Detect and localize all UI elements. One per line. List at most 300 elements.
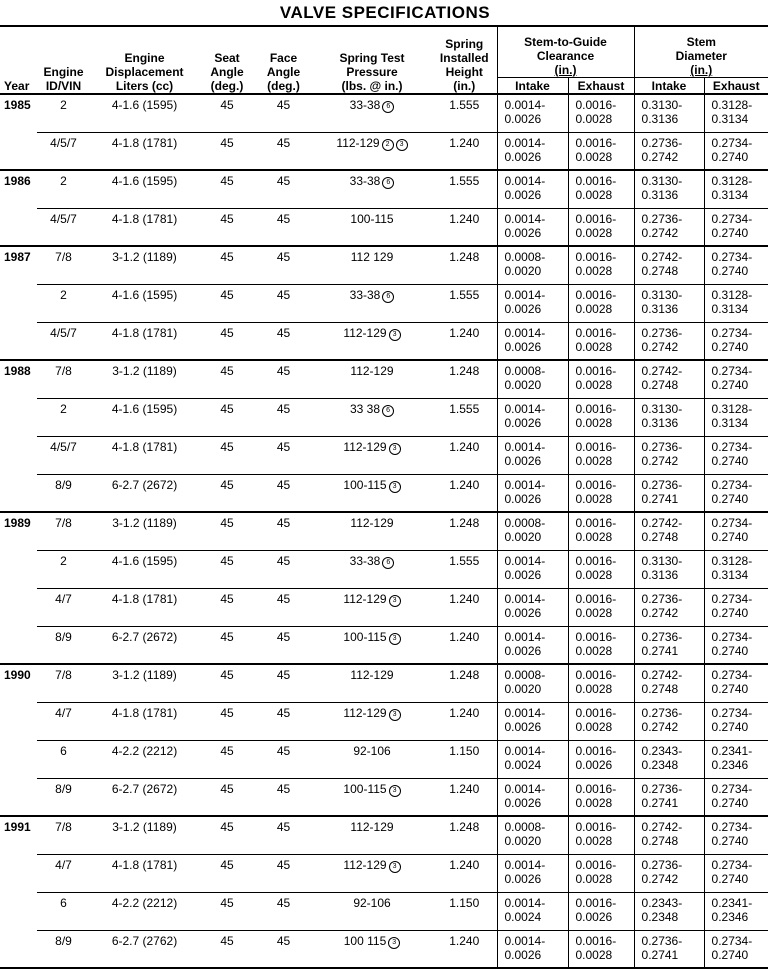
cell-seat-angle bbox=[199, 930, 255, 968]
cell-text-line1: 0.0016- bbox=[575, 668, 617, 682]
cell-diameter-intake bbox=[634, 626, 704, 664]
cell-clearance-exhaust bbox=[568, 436, 634, 474]
cell-seat-angle bbox=[199, 474, 255, 512]
footnote-marker: 6 bbox=[382, 405, 394, 417]
cell-seat-angle bbox=[199, 170, 255, 208]
cell-text: 4-1.6 (1595) bbox=[111, 287, 178, 302]
cell-engine-id bbox=[37, 626, 90, 664]
cell-year bbox=[0, 854, 37, 892]
cell-text: 33-38 bbox=[349, 287, 381, 302]
cell-spring-height bbox=[432, 930, 497, 968]
cell-engine-id bbox=[37, 740, 90, 778]
cell-text-line1: 0.0008- bbox=[504, 364, 546, 378]
cell-displacement bbox=[90, 664, 199, 702]
cell-spring-height bbox=[432, 132, 497, 170]
cell-text: 4/7 bbox=[55, 591, 72, 606]
cell-text-line1: 0.0014- bbox=[504, 401, 546, 416]
cell-text: 4-1.8 (1781) bbox=[111, 591, 178, 606]
cell-diameter-intake bbox=[634, 740, 704, 778]
cell-displacement bbox=[90, 512, 199, 550]
cell-text: 4-1.8 (1781) bbox=[111, 325, 178, 340]
header-clearance: Stem-to-Guide Clearance (in.) bbox=[497, 26, 634, 78]
cell-displacement bbox=[90, 778, 199, 816]
cell-text-line1: 0.0016- bbox=[575, 820, 617, 834]
cell-seat-angle bbox=[199, 816, 255, 854]
cell-diameter-exhaust bbox=[704, 208, 768, 246]
cell-clearance-intake bbox=[497, 94, 568, 132]
cell-text: 1989 bbox=[4, 516, 31, 530]
cell-text: 1.555 bbox=[449, 401, 480, 416]
cell-diameter-intake bbox=[634, 170, 704, 208]
table-row bbox=[0, 664, 768, 702]
cell-year bbox=[0, 322, 37, 360]
footnote-marker: 3 bbox=[389, 785, 401, 797]
cell-spring-height bbox=[432, 94, 497, 132]
cell-text: 45 bbox=[220, 668, 234, 682]
cell-text: 1.248 bbox=[449, 516, 480, 530]
cell-text: 2 bbox=[60, 98, 67, 112]
cell-text-line1: 0.3128- bbox=[711, 553, 753, 568]
cell-spring-test bbox=[312, 94, 432, 132]
cell-text-line1: 0.0016- bbox=[575, 325, 617, 340]
cell-text-line1: 0.2734- bbox=[711, 250, 753, 264]
cell-diameter-exhaust bbox=[704, 892, 768, 930]
cell-text-line1: 0.3130- bbox=[641, 553, 683, 568]
cell-text-line1: 0.0014- bbox=[504, 174, 546, 188]
header-seat-angle: Seat Angle (deg.) bbox=[199, 26, 255, 94]
cell-seat-angle bbox=[199, 208, 255, 246]
cell-text-line1: 0.0016- bbox=[575, 211, 617, 226]
cell-text-line1: 0.2742- bbox=[641, 516, 683, 530]
cell-text: 45 bbox=[220, 516, 234, 530]
cell-text-line1: 0.0016- bbox=[575, 781, 617, 796]
cell-text-line2: 0.0026 bbox=[504, 301, 542, 316]
cell-text-line1: 0.0016- bbox=[575, 591, 617, 606]
table-row bbox=[0, 208, 768, 246]
cell-displacement bbox=[90, 816, 199, 854]
cell-seat-angle bbox=[199, 740, 255, 778]
cell-text: 45 bbox=[276, 857, 291, 872]
cell-clearance-exhaust bbox=[568, 170, 634, 208]
cell-year bbox=[0, 512, 37, 550]
cell-face-angle bbox=[255, 778, 312, 816]
cell-text-line1: 0.2742- bbox=[641, 250, 683, 264]
cell-year bbox=[0, 816, 37, 854]
cell-text-line2: 0.2741 bbox=[641, 947, 679, 962]
cell-clearance-intake bbox=[497, 664, 568, 702]
cell-diameter-exhaust bbox=[704, 778, 768, 816]
cell-text-line2: 0.0026 bbox=[504, 795, 542, 810]
cell-text: 2 bbox=[60, 174, 67, 188]
cell-spring-height bbox=[432, 702, 497, 740]
cell-engine-id bbox=[37, 854, 90, 892]
cell-text: 8/9 bbox=[55, 477, 72, 492]
cell-diameter-exhaust bbox=[704, 360, 768, 398]
cell-text: 1986 bbox=[4, 174, 31, 188]
cell-text-line1: 0.2742- bbox=[641, 820, 683, 834]
cell-displacement bbox=[90, 322, 199, 360]
cell-text: 3-1.2 (1189) bbox=[112, 516, 177, 530]
cell-text: 1.248 bbox=[449, 250, 480, 264]
cell-text-line1: 0.0016- bbox=[575, 629, 617, 644]
cell-diameter-exhaust bbox=[704, 664, 768, 702]
cell-text: 1.240 bbox=[449, 591, 480, 606]
cell-text-line2: 0.0028 bbox=[575, 225, 613, 240]
cell-text-line1: 0.2736- bbox=[641, 477, 683, 492]
cell-year bbox=[0, 550, 37, 588]
cell-text-line1: 0.2734- bbox=[711, 364, 753, 378]
cell-displacement bbox=[90, 170, 199, 208]
cell-text-line1: 0.0016- bbox=[575, 135, 617, 150]
footnote-marker: 3 bbox=[388, 937, 400, 949]
cell-text-line1: 0.0014- bbox=[504, 857, 546, 872]
cell-text: 45 bbox=[276, 516, 291, 530]
cell-text-line2: 0.3134 bbox=[711, 112, 749, 126]
cell-text: 112-129 bbox=[350, 516, 394, 530]
cell-face-angle bbox=[255, 208, 312, 246]
cell-clearance-intake bbox=[497, 778, 568, 816]
header-clearance-exhaust: Exhaust bbox=[568, 78, 634, 95]
cell-text: 100-115 bbox=[343, 477, 387, 492]
cell-text-line1: 0.0016- bbox=[575, 401, 617, 416]
cell-text: 92-106 bbox=[353, 895, 391, 910]
header-diameter-intake: Intake bbox=[634, 78, 704, 95]
cell-diameter-exhaust bbox=[704, 474, 768, 512]
cell-clearance-exhaust bbox=[568, 246, 634, 284]
cell-diameter-exhaust bbox=[704, 398, 768, 436]
cell-diameter-exhaust bbox=[704, 854, 768, 892]
cell-text-line2: 0.0026 bbox=[504, 415, 542, 430]
cell-text-line2: 0.2740 bbox=[711, 795, 749, 810]
cell-text-line2: 0.0026 bbox=[504, 225, 542, 240]
cell-text: 1988 bbox=[4, 364, 31, 378]
cell-diameter-intake bbox=[634, 892, 704, 930]
cell-text-line1: 0.0016- bbox=[575, 250, 617, 264]
cell-text-line1: 0.2734- bbox=[711, 933, 753, 948]
cell-text-line2: 0.2742 bbox=[641, 719, 679, 734]
cell-text: 7/8 bbox=[55, 364, 72, 378]
cell-clearance-intake bbox=[497, 626, 568, 664]
cell-clearance-intake bbox=[497, 132, 568, 170]
cell-text-line2: 0.3136 bbox=[641, 415, 679, 430]
cell-diameter-exhaust bbox=[704, 436, 768, 474]
cell-displacement bbox=[90, 208, 199, 246]
cell-year bbox=[0, 170, 37, 208]
cell-text-line2: 0.0028 bbox=[575, 871, 613, 886]
cell-seat-angle bbox=[199, 664, 255, 702]
cell-engine-id bbox=[37, 892, 90, 930]
cell-text-line2: 0.0026 bbox=[504, 453, 542, 468]
cell-text-line2: 0.0028 bbox=[575, 643, 613, 658]
cell-engine-id bbox=[37, 474, 90, 512]
cell-text: 8/9 bbox=[55, 933, 72, 948]
cell-year bbox=[0, 740, 37, 778]
cell-text-line1: 0.0016- bbox=[575, 553, 617, 568]
cell-diameter-exhaust bbox=[704, 132, 768, 170]
cell-clearance-intake bbox=[497, 360, 568, 398]
cell-spring-test bbox=[312, 170, 432, 208]
cell-face-angle bbox=[255, 626, 312, 664]
cell-displacement bbox=[90, 246, 199, 284]
cell-text-line2: 0.2740 bbox=[711, 530, 749, 544]
cell-text: 45 bbox=[220, 98, 234, 112]
cell-text-line2: 0.0026 bbox=[504, 149, 542, 164]
cell-text-line1: 0.2341- bbox=[711, 895, 753, 910]
cell-text: 1.150 bbox=[449, 895, 480, 910]
cell-text-line2: 0.2346 bbox=[711, 909, 749, 924]
cell-text: 4-1.8 (1781) bbox=[111, 211, 178, 226]
cell-text: 4/7 bbox=[55, 705, 72, 720]
cell-diameter-exhaust bbox=[704, 626, 768, 664]
cell-text-line2: 0.0026 bbox=[504, 188, 542, 202]
cell-clearance-intake bbox=[497, 512, 568, 550]
cell-text: 45 bbox=[276, 211, 291, 226]
cell-text-line1: 0.0016- bbox=[575, 933, 617, 948]
table-row bbox=[0, 550, 768, 588]
cell-year bbox=[0, 284, 37, 322]
cell-text: 6 bbox=[60, 743, 67, 758]
cell-engine-id bbox=[37, 170, 90, 208]
cell-text-line1: 0.0016- bbox=[575, 857, 617, 872]
cell-displacement bbox=[90, 284, 199, 322]
cell-text-line1: 0.0014- bbox=[504, 211, 546, 226]
cell-text-line2: 0.3134 bbox=[711, 415, 749, 430]
cell-diameter-intake bbox=[634, 702, 704, 740]
cell-text-line1: 0.2734- bbox=[711, 705, 753, 720]
cell-text: 45 bbox=[276, 781, 291, 796]
cell-text: 1.555 bbox=[449, 98, 480, 112]
cell-text: 1.248 bbox=[449, 668, 480, 682]
cell-text-line1: 0.2736- bbox=[641, 857, 683, 872]
cell-clearance-exhaust bbox=[568, 702, 634, 740]
table-row bbox=[0, 360, 768, 398]
cell-text-line2: 0.2740 bbox=[711, 605, 749, 620]
cell-text-line2: 0.3136 bbox=[641, 567, 679, 582]
cell-clearance-exhaust bbox=[568, 892, 634, 930]
cell-clearance-exhaust bbox=[568, 512, 634, 550]
cell-clearance-intake bbox=[497, 436, 568, 474]
cell-clearance-exhaust bbox=[568, 664, 634, 702]
cell-text-line1: 0.2736- bbox=[641, 591, 683, 606]
cell-text-line1: 0.0008- bbox=[504, 516, 546, 530]
cell-engine-id bbox=[37, 816, 90, 854]
cell-text: 3-1.2 (1189) bbox=[112, 820, 177, 834]
table-row bbox=[0, 778, 768, 816]
cell-text-line2: 0.0028 bbox=[575, 301, 613, 316]
cell-year bbox=[0, 94, 37, 132]
cell-text: 45 bbox=[276, 477, 291, 492]
header-year: Year bbox=[0, 26, 37, 94]
cell-spring-test bbox=[312, 626, 432, 664]
cell-text: 45 bbox=[220, 629, 234, 644]
cell-text-line1: 0.2734- bbox=[711, 781, 753, 796]
cell-text: 7/8 bbox=[55, 668, 72, 682]
cell-text: 45 bbox=[276, 591, 291, 606]
cell-text-line2: 0.2748 bbox=[641, 834, 679, 848]
cell-text-line1: 0.2734- bbox=[711, 668, 753, 682]
cell-text-line2: 0.0028 bbox=[575, 378, 613, 392]
cell-spring-test bbox=[312, 930, 432, 968]
cell-seat-angle bbox=[199, 246, 255, 284]
footnote-marker: 3 bbox=[389, 709, 401, 721]
cell-text-line2: 0.0028 bbox=[575, 795, 613, 810]
cell-diameter-exhaust bbox=[704, 322, 768, 360]
cell-text-line2: 0.2741 bbox=[641, 491, 679, 506]
cell-spring-height bbox=[432, 322, 497, 360]
cell-text-line1: 0.3130- bbox=[641, 174, 683, 188]
cell-clearance-intake bbox=[497, 246, 568, 284]
cell-clearance-exhaust bbox=[568, 284, 634, 322]
cell-diameter-exhaust bbox=[704, 512, 768, 550]
cell-text-line1: 0.0016- bbox=[575, 98, 617, 112]
footnote-marker: 3 bbox=[389, 595, 401, 607]
cell-text-line1: 0.0014- bbox=[504, 895, 546, 910]
cell-text: 112-129 bbox=[343, 705, 387, 720]
cell-displacement bbox=[90, 740, 199, 778]
cell-spring-height bbox=[432, 246, 497, 284]
cell-text-line2: 0.0026 bbox=[504, 491, 542, 506]
cell-text-line2: 0.0028 bbox=[575, 112, 613, 126]
cell-spring-height bbox=[432, 778, 497, 816]
cell-text: 45 bbox=[276, 364, 291, 378]
cell-clearance-exhaust bbox=[568, 94, 634, 132]
cell-clearance-intake bbox=[497, 474, 568, 512]
cell-text-line2: 0.2748 bbox=[641, 378, 679, 392]
footnote-marker: 3 bbox=[389, 443, 401, 455]
cell-text-line2: 0.0026 bbox=[575, 909, 613, 924]
cell-engine-id bbox=[37, 132, 90, 170]
cell-text: 4/5/7 bbox=[50, 211, 77, 226]
footnote-marker: 2 bbox=[382, 139, 394, 151]
cell-text: 45 bbox=[220, 211, 234, 226]
cell-text: 92-106 bbox=[353, 743, 391, 758]
cell-text: 4/5/7 bbox=[50, 135, 77, 150]
cell-text: 1.248 bbox=[449, 820, 480, 834]
cell-text: 33-38 bbox=[349, 98, 381, 112]
cell-text: 100 115 bbox=[343, 933, 387, 948]
cell-spring-test bbox=[312, 740, 432, 778]
table-row bbox=[0, 892, 768, 930]
cell-text-line2: 0.0026 bbox=[575, 757, 613, 772]
cell-text-line1: 0.2734- bbox=[711, 477, 753, 492]
cell-text-line1: 0.0014- bbox=[504, 439, 546, 454]
cell-clearance-exhaust bbox=[568, 626, 634, 664]
cell-text: 4-2.2 (2212) bbox=[111, 743, 178, 758]
footnote-marker: 6 bbox=[382, 177, 394, 189]
table-row bbox=[0, 170, 768, 208]
cell-text: 2 bbox=[60, 401, 67, 416]
cell-diameter-exhaust bbox=[704, 94, 768, 132]
cell-text-line1: 0.3130- bbox=[641, 401, 683, 416]
cell-text-line2: 0.2740 bbox=[711, 719, 749, 734]
cell-face-angle bbox=[255, 398, 312, 436]
cell-text-line1: 0.0014- bbox=[504, 287, 546, 302]
footnote-marker: 3 bbox=[396, 139, 408, 151]
cell-text-line1: 0.0014- bbox=[504, 705, 546, 720]
cell-seat-angle bbox=[199, 854, 255, 892]
cell-engine-id bbox=[37, 208, 90, 246]
cell-text-line1: 0.0014- bbox=[504, 135, 546, 150]
header-diameter: Stem Diameter (in.) bbox=[634, 26, 768, 78]
cell-diameter-intake bbox=[634, 208, 704, 246]
cell-spring-height bbox=[432, 512, 497, 550]
cell-text: 1987 bbox=[4, 250, 31, 264]
cell-text: 1.240 bbox=[449, 325, 480, 340]
cell-text-line1: 0.2736- bbox=[641, 325, 683, 340]
cell-text-line2: 0.0028 bbox=[575, 149, 613, 164]
cell-year bbox=[0, 246, 37, 284]
cell-year bbox=[0, 664, 37, 702]
cell-text-line1: 0.0014- bbox=[504, 781, 546, 796]
cell-text-line1: 0.3128- bbox=[711, 287, 753, 302]
cell-text: 45 bbox=[276, 135, 291, 150]
cell-engine-id bbox=[37, 702, 90, 740]
cell-spring-test bbox=[312, 322, 432, 360]
cell-text: 112-129 bbox=[350, 668, 394, 682]
header-engine-id: Engine ID/VIN bbox=[37, 26, 90, 94]
cell-text-line2: 0.2740 bbox=[711, 453, 749, 468]
cell-spring-height bbox=[432, 208, 497, 246]
cell-text: 4/7 bbox=[55, 857, 72, 872]
cell-text: 112 129 bbox=[350, 250, 394, 264]
cell-text-line2: 0.0028 bbox=[575, 605, 613, 620]
cell-text: 4-1.8 (1781) bbox=[111, 705, 178, 720]
cell-text: 4-1.6 (1595) bbox=[111, 401, 178, 416]
cell-text-line2: 0.0026 bbox=[504, 339, 542, 354]
cell-text: 45 bbox=[220, 135, 234, 150]
cell-engine-id bbox=[37, 284, 90, 322]
cell-engine-id bbox=[37, 778, 90, 816]
cell-text: 45 bbox=[276, 668, 291, 682]
cell-spring-test bbox=[312, 474, 432, 512]
footnote-marker: 3 bbox=[389, 481, 401, 493]
cell-text-line2: 0.3136 bbox=[641, 188, 679, 202]
cell-text: 4/5/7 bbox=[50, 325, 77, 340]
cell-engine-id bbox=[37, 550, 90, 588]
cell-diameter-exhaust bbox=[704, 246, 768, 284]
cell-seat-angle bbox=[199, 284, 255, 322]
cell-spring-height bbox=[432, 740, 497, 778]
cell-text: 3-1.2 (1189) bbox=[112, 668, 177, 682]
cell-face-angle bbox=[255, 664, 312, 702]
cell-face-angle bbox=[255, 284, 312, 322]
cell-text-line1: 0.0014- bbox=[504, 325, 546, 340]
cell-text: 1.240 bbox=[449, 211, 480, 226]
cell-diameter-exhaust bbox=[704, 702, 768, 740]
cell-text-line2: 0.2740 bbox=[711, 871, 749, 886]
cell-seat-angle bbox=[199, 550, 255, 588]
cell-engine-id bbox=[37, 360, 90, 398]
cell-text-line2: 0.2742 bbox=[641, 453, 679, 468]
cell-text-line2: 0.0026 bbox=[504, 605, 542, 620]
cell-text: 6-2.7 (2762) bbox=[111, 933, 178, 948]
cell-text-line2: 0.0028 bbox=[575, 415, 613, 430]
cell-text-line2: 0.0028 bbox=[575, 491, 613, 506]
cell-text: 45 bbox=[276, 553, 291, 568]
cell-text: 4-1.8 (1781) bbox=[111, 135, 178, 150]
cell-spring-test bbox=[312, 436, 432, 474]
cell-text-line1: 0.0016- bbox=[575, 477, 617, 492]
cell-text: 45 bbox=[220, 743, 234, 758]
cell-text-line2: 0.0020 bbox=[504, 264, 542, 278]
cell-clearance-exhaust bbox=[568, 398, 634, 436]
cell-text-line1: 0.2742- bbox=[641, 364, 683, 378]
cell-spring-test bbox=[312, 702, 432, 740]
cell-text-line1: 0.0014- bbox=[504, 477, 546, 492]
cell-diameter-intake bbox=[634, 930, 704, 968]
cell-text: 112-129 bbox=[343, 857, 387, 872]
header-clearance-intake: Intake bbox=[497, 78, 568, 95]
